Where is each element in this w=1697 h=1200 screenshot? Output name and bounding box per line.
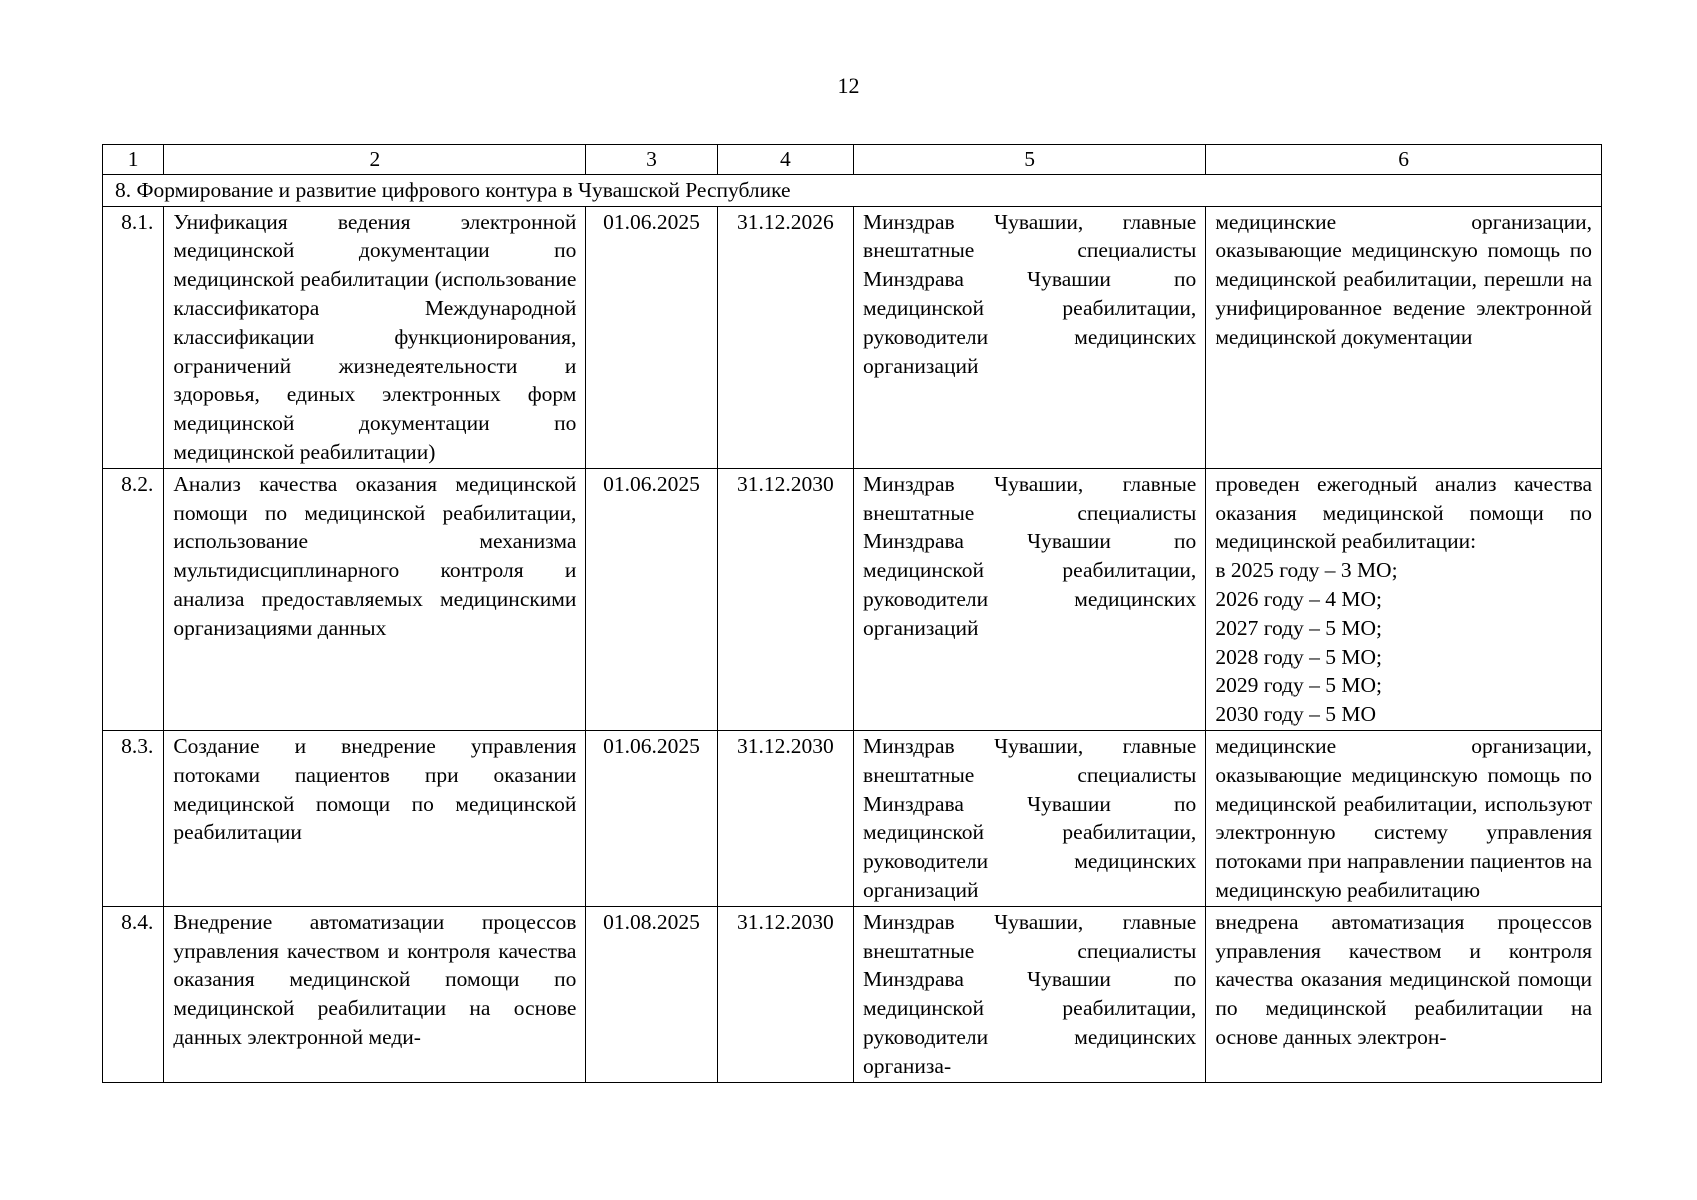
result-line: 2026 году – 4 МО; bbox=[1215, 586, 1383, 611]
result-line: 2029 году – 5 МО; bbox=[1215, 673, 1383, 698]
result-line: 2028 году – 5 МО; bbox=[1215, 644, 1383, 669]
task-cell: Создание и внедрение управления потоками пациентов при оказании медицинской помощи по медицинской реабилитации bbox=[164, 730, 586, 906]
result-text: проведен ежегодный анализ качества оказания медицинской помощи по медицинской реабилитации: bbox=[1215, 471, 1592, 554]
table-row bbox=[103, 730, 1602, 906]
task-cell: Унификация ведения электронной медицинской документации по медицинской реабилитации (использование классификатора Международной классификации функционирования, ограничений жизнедеятельности и здоровья, единых электронных форм медицинской документации по медицинской реабилитации) bbox=[164, 206, 586, 468]
result-cell: внедрена автоматизация процессов управления качеством и контроля качества оказания медицинской помощи по медицинской реабилитации на основе данных электрон- bbox=[1206, 906, 1602, 1082]
end-date: 31.12.2030 bbox=[717, 906, 853, 1082]
row-number: 8.4. bbox=[103, 906, 164, 1082]
row-number: 8.2. bbox=[103, 468, 164, 730]
column-header: 4 bbox=[717, 145, 853, 175]
table-row bbox=[103, 206, 1602, 468]
result-cell bbox=[1206, 468, 1602, 730]
section-title: 8. Формирование и развитие цифрового контура в Чувашской Республике bbox=[103, 174, 1602, 206]
responsible-cell: Минздрав Чувашии, главные внештатные специалисты Минздрава Чувашии по медицинской реабилитации, руководители медицинских организаций bbox=[854, 468, 1206, 730]
responsible-cell: Минздрав Чувашии, главные внештатные специалисты Минздрава Чувашии по медицинской реабилитации, руководители медицинских организаций bbox=[854, 206, 1206, 468]
result-line: 2027 году – 5 МО; bbox=[1215, 615, 1383, 640]
task-cell: Внедрение автоматизации процессов управления качеством и контроля качества оказания медицинской помощи по медицинской реабилитации на основе данных электронной меди- bbox=[164, 906, 586, 1082]
responsible-cell: Минздрав Чувашии, главные внештатные специалисты Минздрава Чувашии по медицинской реабилитации, руководители медицинских организа- bbox=[854, 906, 1206, 1082]
table-row bbox=[103, 906, 1602, 1082]
row-number: 8.1. bbox=[103, 206, 164, 468]
section-row bbox=[103, 174, 1602, 206]
page-number: 12 bbox=[837, 73, 860, 98]
end-date: 31.12.2030 bbox=[717, 468, 853, 730]
result-cell: медицинские организации, оказывающие медицинскую помощь по медицинской реабилитации, перешли на унифицированное ведение электронной медицинской документации bbox=[1206, 206, 1602, 468]
start-date: 01.06.2025 bbox=[586, 468, 717, 730]
result-line: 2030 году – 5 МО bbox=[1215, 702, 1377, 727]
row-number: 8.3. bbox=[103, 730, 164, 906]
column-header: 3 bbox=[586, 145, 717, 175]
start-date: 01.08.2025 bbox=[586, 906, 717, 1082]
end-date: 31.12.2026 bbox=[717, 206, 853, 468]
responsible-cell: Минздрав Чувашии, главные внештатные специалисты Минздрава Чувашии по медицинской реабилитации, руководители медицинских организаций bbox=[854, 730, 1206, 906]
table-row bbox=[103, 468, 1602, 730]
column-header: 2 bbox=[164, 145, 586, 175]
start-date: 01.06.2025 bbox=[586, 730, 717, 906]
result-cell: медицинские организации, оказывающие медицинскую помощь по медицинской реабилитации, используют электронную систему управления потоками при направлении пациентов на медицинскую реабилитацию bbox=[1206, 730, 1602, 906]
measures-table bbox=[102, 144, 1602, 1083]
column-header: 5 bbox=[854, 145, 1206, 175]
task-cell: Анализ качества оказания медицинской помощи по медицинской реабилитации, использование механизма мультидисциплинарного контроля и анализа предоставляемых медицинскими организациями данных bbox=[164, 468, 586, 730]
column-header: 1 bbox=[103, 145, 164, 175]
result-line: в 2025 году – 3 МО; bbox=[1215, 558, 1398, 583]
end-date: 31.12.2030 bbox=[717, 730, 853, 906]
start-date: 01.06.2025 bbox=[586, 206, 717, 468]
table-header-row bbox=[103, 145, 1602, 175]
column-header: 6 bbox=[1206, 145, 1602, 175]
